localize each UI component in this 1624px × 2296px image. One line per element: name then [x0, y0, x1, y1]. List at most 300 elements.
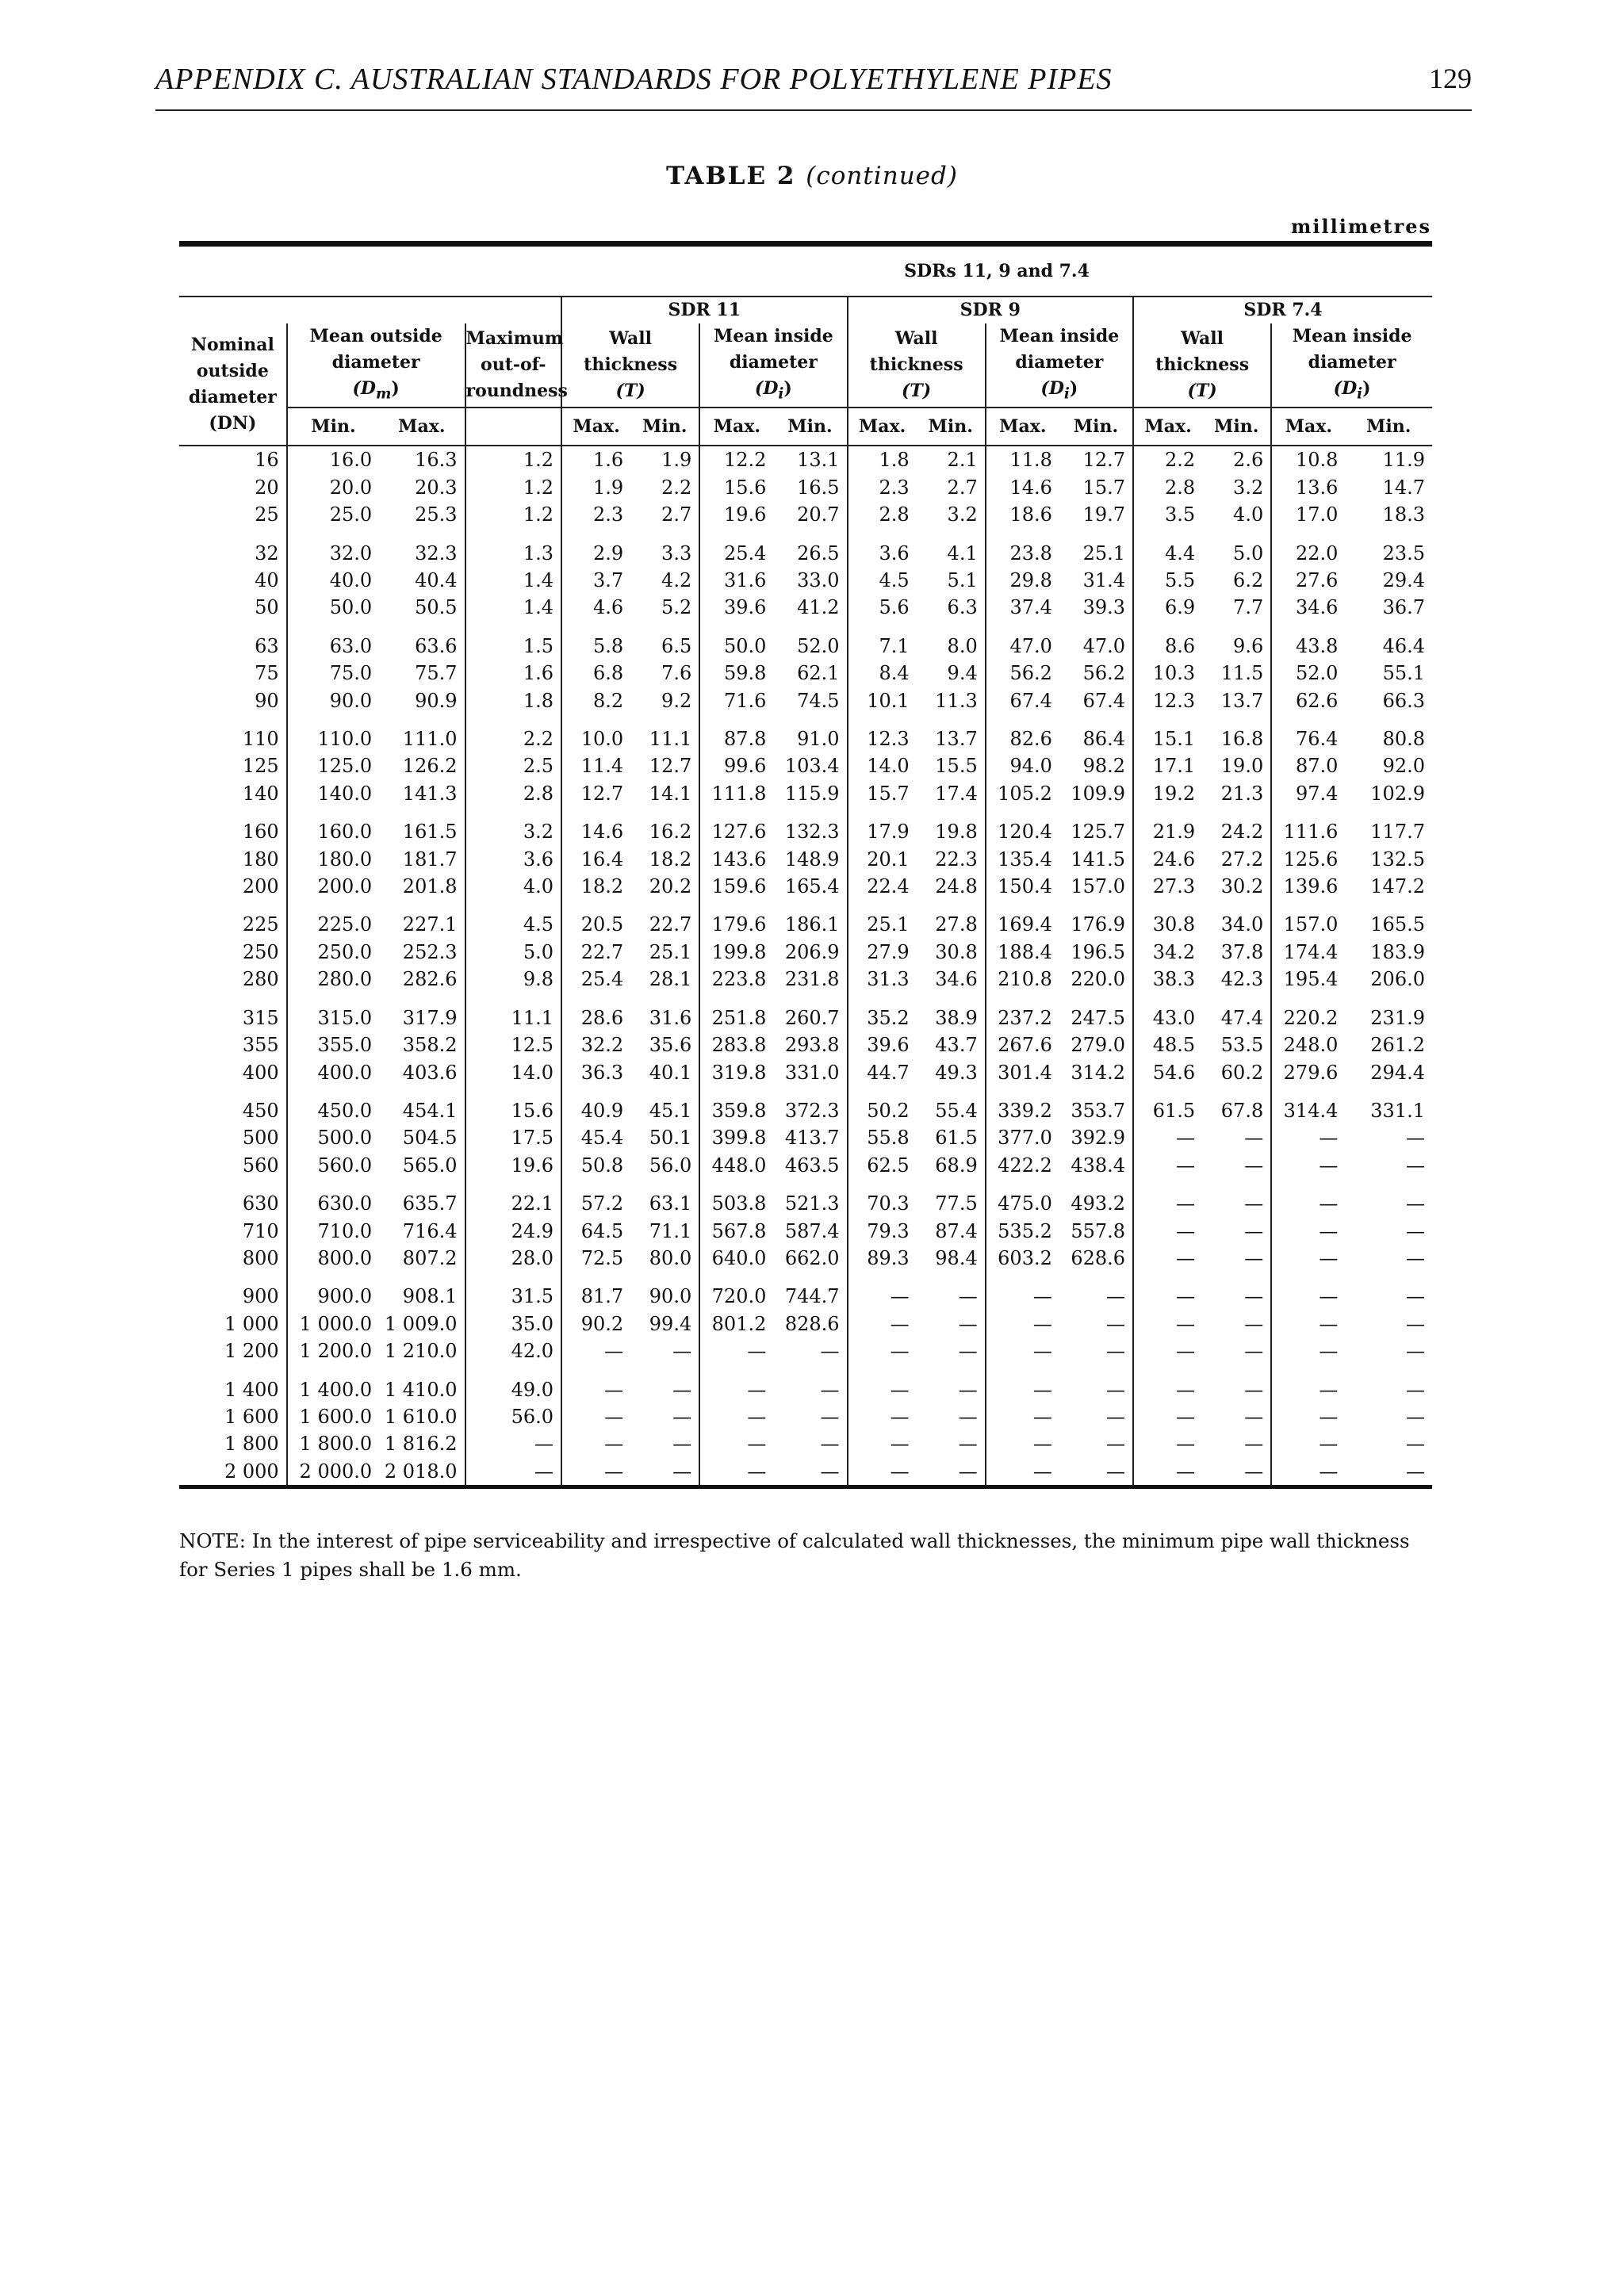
- table-cell: 30.8: [935, 940, 978, 963]
- table-cell: 4.0: [465, 873, 562, 900]
- table-cell: 90.0: [649, 1285, 692, 1308]
- table-cell: 908.1: [402, 1285, 458, 1308]
- table-cell: 294.4: [1370, 1061, 1425, 1084]
- nominal-diameter-cell: 315: [242, 1006, 279, 1029]
- nominal-diameter-cell: 1 000: [224, 1312, 279, 1335]
- table-row: [179, 1365, 1432, 1403]
- table-cell: 225.0: [287, 900, 379, 938]
- table-cell: 157.0: [1071, 875, 1126, 898]
- table-cell: —: [986, 1337, 1059, 1364]
- min-max-header-cell: Max.: [379, 408, 465, 446]
- table-cell: 14.1: [649, 782, 692, 805]
- table-row: [179, 1086, 1432, 1124]
- table-cell: 19.0: [1220, 755, 1264, 778]
- table-cell: 141.3: [402, 782, 458, 805]
- table-cell: 448.0: [699, 1152, 773, 1179]
- table-cell: —: [1133, 1430, 1202, 1457]
- nominal-diameter-cell: 125: [242, 755, 279, 778]
- table-cell: 800.0: [287, 1245, 379, 1272]
- table-cell: —: [1133, 1365, 1202, 1403]
- table-cell: 188.4: [986, 939, 1059, 966]
- table-title-suffix: (continued): [806, 162, 958, 190]
- table-cell: 91.0: [797, 728, 840, 751]
- table-cell: 62.5: [848, 1152, 917, 1179]
- table-cell: 30.2: [1220, 875, 1264, 898]
- table-cell: —: [561, 1430, 630, 1457]
- table-cell: 1 600.0: [287, 1403, 379, 1430]
- table-cell: 36.3: [561, 1059, 630, 1086]
- table-cell: 2.8: [1133, 474, 1202, 501]
- table-cell: 314.2: [1071, 1061, 1126, 1084]
- table-cell: 36.7: [1382, 596, 1425, 619]
- table-cell: 16.5: [797, 476, 840, 499]
- min-max-header-cell: Max.: [848, 408, 917, 446]
- table-cell: 463.5: [784, 1154, 840, 1177]
- table-cell: —: [561, 1403, 630, 1430]
- table-row: [179, 1403, 1432, 1430]
- table-cell: —: [672, 1340, 692, 1363]
- table-cell: 34.6: [1271, 594, 1345, 621]
- table-cell: 80.8: [1382, 728, 1425, 751]
- table-cell: 3.7: [561, 567, 630, 594]
- table-cell: 807.2: [402, 1246, 458, 1269]
- table-note: NOTE: In the interest of pipe serviceability and irrespective of calculated wall thicknesses, the minimum pipe wall thickness for Series 1 pipes shall be 1.6 mm.: [179, 1529, 1410, 1581]
- table-cell: —: [672, 1378, 692, 1401]
- nominal-diameter-cell: 40: [255, 569, 279, 592]
- table-cell: 24.8: [935, 875, 978, 898]
- table-row: [179, 1124, 1432, 1151]
- table-row: [179, 1031, 1432, 1058]
- table-cell: 11.1: [649, 728, 692, 751]
- table-cell: —: [1244, 1127, 1264, 1150]
- table-cell: 15.6: [465, 1086, 562, 1124]
- table-cell: 3.6: [465, 846, 562, 873]
- table-cell: 535.2: [986, 1218, 1059, 1245]
- table-row: [179, 1337, 1432, 1364]
- table-cell: 82.6: [986, 714, 1059, 752]
- table-cell: 339.2: [986, 1086, 1059, 1124]
- table-row: [179, 966, 1432, 993]
- table-cell: —: [1244, 1285, 1264, 1308]
- table-cell: 11.5: [1220, 662, 1264, 685]
- table-cell: —: [820, 1405, 840, 1428]
- table-cell: 22.7: [649, 913, 692, 936]
- min-max-header-cell: Min.: [1202, 408, 1271, 446]
- table-cell: —: [1106, 1285, 1126, 1308]
- table-cell: —: [1406, 1405, 1425, 1428]
- table-cell: 70.3: [848, 1179, 917, 1217]
- table-cell: 14.6: [986, 474, 1059, 501]
- table-cell: 1.8: [848, 446, 917, 473]
- table-cell: 32.0: [287, 529, 379, 567]
- table-cell: 150.4: [986, 873, 1059, 900]
- table-cell: 248.0: [1271, 1031, 1345, 1058]
- table-cell: 102.9: [1370, 782, 1425, 805]
- table-cell: 87.0: [1271, 752, 1345, 779]
- table-cell: 49.3: [935, 1061, 978, 1084]
- table-cell: 23.8: [986, 529, 1059, 567]
- table-cell: 34.0: [1220, 913, 1264, 936]
- table-cell: 74.5: [797, 689, 840, 712]
- table-cell: 227.1: [402, 913, 458, 936]
- table-cell: 11.3: [935, 689, 978, 712]
- table-cell: —: [1406, 1378, 1425, 1401]
- table-cell: 32.2: [561, 1031, 630, 1058]
- table-cell: 11.9: [1382, 449, 1425, 472]
- nominal-diameter-cell: 710: [242, 1219, 279, 1242]
- table-cell: 358.2: [402, 1034, 458, 1057]
- table-cell: 422.2: [986, 1152, 1059, 1179]
- out-of-roundness-header: Maximum out-of- roundness: [465, 323, 562, 408]
- table-cell: 120.4: [986, 807, 1059, 845]
- table-cell: 19.6: [465, 1152, 562, 1179]
- table-cell: 640.0: [699, 1245, 773, 1272]
- table-row: [179, 1458, 1432, 1487]
- nominal-diameter-cell: 225: [242, 913, 279, 936]
- table-cell: 180.0: [287, 846, 379, 873]
- min-max-header-cell: Min.: [630, 408, 699, 446]
- table-cell: 3.6: [848, 529, 917, 567]
- table-cell: 2 000.0: [287, 1458, 379, 1487]
- nominal-diameter-cell: 75: [255, 662, 279, 685]
- table-cell: 2 018.0: [379, 1458, 465, 1487]
- table-cell: —: [1406, 1312, 1425, 1335]
- table-cell: 63.1: [649, 1192, 692, 1215]
- table-cell: 8.2: [561, 687, 630, 714]
- table-cell: 17.9: [848, 807, 917, 845]
- table-cell: 19.8: [935, 821, 978, 844]
- table-cell: 282.6: [402, 968, 458, 991]
- table-cell: 1 200.0: [287, 1337, 379, 1364]
- table-cell: —: [820, 1340, 840, 1363]
- table-cell: 55.4: [935, 1099, 978, 1122]
- table-cell: 710.0: [287, 1218, 379, 1245]
- table-cell: —: [986, 1458, 1059, 1487]
- table-cell: 237.2: [986, 993, 1059, 1031]
- table-cell: 1 210.0: [384, 1340, 458, 1363]
- table-cell: —: [561, 1365, 630, 1403]
- min-max-header-cell: Max.: [699, 408, 773, 446]
- table-cell: 105.2: [986, 780, 1059, 807]
- table-cell: 40.0: [287, 567, 379, 594]
- table-cell: 80.0: [649, 1246, 692, 1269]
- table-cell: 60.2: [1220, 1061, 1264, 1084]
- table-cell: —: [699, 1430, 773, 1457]
- page-number: 129: [1429, 63, 1472, 94]
- table-cell: 9.8: [465, 966, 562, 993]
- sdr7-4-mean-inside-diameter-header: Mean inside diameter $(D_i)$: [1271, 323, 1432, 408]
- table-cell: 18.2: [649, 848, 692, 871]
- table-cell: 19.2: [1133, 780, 1202, 807]
- min-max-header-cell: Max.: [1271, 408, 1345, 446]
- table-cell: —: [1271, 1124, 1345, 1151]
- table-cell: 27.3: [1133, 873, 1202, 900]
- table-cell: 92.0: [1382, 755, 1425, 778]
- min-max-header-cell: Max.: [986, 408, 1059, 446]
- min-max-header-cell: Min.: [1059, 408, 1133, 446]
- table-cell: 20.2: [649, 875, 692, 898]
- table-cell: 206.0: [1370, 968, 1425, 991]
- table-cell: 56.2: [1082, 662, 1126, 685]
- table-cell: 9.6: [1233, 634, 1264, 657]
- nominal-diameter-cell: 280: [242, 968, 279, 991]
- table-cell: 438.4: [1071, 1154, 1126, 1177]
- table-cell: —: [1271, 1458, 1345, 1487]
- table-cell: 900.0: [287, 1272, 379, 1310]
- table-cell: 45.4: [561, 1124, 630, 1151]
- table-cell: —: [1106, 1340, 1126, 1363]
- table-cell: 15.7: [848, 780, 917, 807]
- table-cell: 635.7: [402, 1192, 458, 1215]
- table-cell: 27.8: [935, 913, 978, 936]
- table-row: [179, 501, 1432, 528]
- table-cell: 62.6: [1271, 687, 1345, 714]
- table-cell: 52.0: [797, 634, 840, 657]
- table-cell: 16.8: [1220, 728, 1264, 751]
- table-cell: 5.0: [1233, 541, 1264, 564]
- table-cell: 13.7: [935, 728, 978, 751]
- nominal-diameter-cell: 1 800: [224, 1433, 279, 1456]
- nominal-diameter-cell: 630: [242, 1192, 279, 1215]
- table-cell: 28.6: [561, 993, 630, 1031]
- table-cell: 98.2: [1082, 755, 1126, 778]
- table-cell: —: [1133, 1245, 1202, 1272]
- table-cell: 43.7: [935, 1034, 978, 1057]
- table-cell: —: [958, 1312, 978, 1335]
- table-cell: 16.4: [561, 846, 630, 873]
- table-cell: 220.0: [1071, 968, 1126, 991]
- table-cell: 662.0: [784, 1246, 840, 1269]
- table-cell: 125.0: [287, 752, 379, 779]
- table-cell: 11.1: [465, 993, 562, 1031]
- table-cell: 2.2: [661, 476, 692, 499]
- min-max-header-row: [179, 408, 1432, 446]
- table-cell: 75.0: [287, 660, 379, 687]
- table-cell: 250.0: [287, 939, 379, 966]
- table-cell: 18.2: [561, 873, 630, 900]
- table-cell: —: [1244, 1312, 1264, 1335]
- table-cell: 14.0: [465, 1059, 562, 1086]
- table-cell: 125.6: [1271, 846, 1345, 873]
- table-cell: 18.6: [986, 501, 1059, 528]
- table-cell: 1 400.0: [287, 1365, 379, 1403]
- table-cell: —: [630, 1458, 699, 1487]
- table-cell: —: [699, 1337, 773, 1364]
- table-cell: —: [1271, 1218, 1345, 1245]
- table-cell: 55.1: [1382, 662, 1425, 685]
- table-cell: 13.7: [1220, 689, 1264, 712]
- table-cell: 45.1: [649, 1099, 692, 1122]
- table-cell: 56.2: [986, 660, 1059, 687]
- table-cell: 223.8: [699, 966, 773, 993]
- table-cell: 34.2: [1133, 939, 1202, 966]
- table-cell: 3.3: [661, 541, 692, 564]
- table-cell: 20.7: [797, 503, 840, 526]
- table-cell: —: [561, 1458, 630, 1487]
- table-cell: —: [1106, 1405, 1126, 1428]
- table-cell: —: [672, 1405, 692, 1428]
- table-cell: 12.3: [1133, 687, 1202, 714]
- table-cell: 62.1: [797, 662, 840, 685]
- table-cell: 3.2: [465, 807, 562, 845]
- table-cell: 132.3: [784, 821, 840, 844]
- table-cell: 117.7: [1370, 821, 1425, 844]
- table-body: [179, 446, 1432, 1487]
- nominal-diameter-cell: 63: [255, 634, 279, 657]
- table-cell: 43.8: [1271, 622, 1345, 660]
- table-cell: —: [1271, 1272, 1345, 1310]
- table-cell: 174.4: [1271, 939, 1345, 966]
- table-cell: 1.9: [661, 449, 692, 472]
- table-title-label: TABLE 2: [666, 162, 796, 190]
- table-cell: —: [820, 1433, 840, 1456]
- min-max-header-cell: Max.: [561, 408, 630, 446]
- table-cell: —: [1406, 1246, 1425, 1269]
- table-row: [179, 1218, 1432, 1245]
- table-cell: 1.8: [465, 687, 562, 714]
- table-cell: 61.5: [1133, 1086, 1202, 1124]
- table-cell: —: [1271, 1365, 1345, 1403]
- table-cell: 5.0: [465, 939, 562, 966]
- table-cell: 283.8: [699, 1031, 773, 1058]
- table-cell: 372.3: [784, 1099, 840, 1122]
- table-cell: 141.5: [1071, 848, 1126, 871]
- table-cell: —: [1133, 1458, 1202, 1487]
- table-cell: 2.3: [561, 501, 630, 528]
- table-cell: 403.6: [402, 1061, 458, 1084]
- table-cell: 628.6: [1071, 1246, 1126, 1269]
- table-cell: —: [1406, 1154, 1425, 1177]
- table-cell: 15.1: [1133, 714, 1202, 752]
- table-cell: 6.5: [661, 634, 692, 657]
- table-cell: 195.4: [1271, 966, 1345, 993]
- table-cell: 17.0: [1271, 501, 1345, 528]
- table-cell: 135.4: [986, 846, 1059, 873]
- table-cell: 38.9: [935, 1006, 978, 1029]
- table-cell: 40.4: [415, 569, 458, 592]
- table-cell: 1.3: [465, 529, 562, 567]
- table-cell: 331.1: [1370, 1099, 1425, 1122]
- nominal-diameter-cell: 20: [255, 476, 279, 499]
- table-cell: 331.0: [784, 1061, 840, 1084]
- table-cell: 50.5: [415, 596, 458, 619]
- table-cell: 7.6: [661, 662, 692, 685]
- table-cell: 22.3: [935, 848, 978, 871]
- table-cell: 81.7: [561, 1272, 630, 1310]
- table-cell: —: [465, 1458, 562, 1487]
- table-cell: 28.0: [465, 1245, 562, 1272]
- table-cell: 450.0: [287, 1086, 379, 1124]
- table-cell: 13.6: [1271, 474, 1345, 501]
- table-row: [179, 446, 1432, 473]
- table-cell: 720.0: [699, 1272, 773, 1310]
- table-cell: —: [1133, 1403, 1202, 1430]
- table-cell: 24.6: [1133, 846, 1202, 873]
- table-cell: —: [1271, 1403, 1345, 1430]
- table-cell: 37.8: [1220, 940, 1264, 963]
- table-cell: 165.4: [784, 875, 840, 898]
- table-cell: —: [1106, 1378, 1126, 1401]
- table-row: [179, 474, 1432, 501]
- nominal-diameter-cell: 250: [242, 940, 279, 963]
- table-cell: 1.2: [465, 474, 562, 501]
- table-cell: 521.3: [784, 1192, 840, 1215]
- table-row: [179, 939, 1432, 966]
- table-cell: 39.6: [848, 1031, 917, 1058]
- table-cell: 10.1: [848, 687, 917, 714]
- table-cell: 1.2: [465, 501, 562, 528]
- nominal-diameter-cell: 90: [255, 689, 279, 712]
- table-cell: 159.6: [699, 873, 773, 900]
- table-cell: 25.0: [287, 501, 379, 528]
- table-cell: —: [1271, 1179, 1345, 1217]
- table-cell: —: [1244, 1433, 1264, 1456]
- table-cell: 19.7: [1082, 503, 1126, 526]
- table-cell: 716.4: [402, 1219, 458, 1242]
- table-cell: 392.9: [1071, 1127, 1126, 1150]
- table-cell: —: [1244, 1246, 1264, 1269]
- table-cell: 5.1: [947, 569, 978, 592]
- table-row: [179, 1179, 1432, 1217]
- table-cell: 94.0: [986, 752, 1059, 779]
- table-cell: 97.4: [1271, 780, 1345, 807]
- table-cell: —: [986, 1272, 1059, 1310]
- running-head: [155, 62, 1472, 111]
- table-cell: 1.4: [465, 594, 562, 621]
- min-max-header-cell: Min.: [773, 408, 847, 446]
- table-cell: 22.7: [561, 939, 630, 966]
- table-cell: 279.0: [1071, 1034, 1126, 1057]
- table-cell: 140.0: [287, 780, 379, 807]
- table-cell: 165.5: [1370, 913, 1425, 936]
- table-cell: —: [986, 1365, 1059, 1403]
- table-cell: 176.9: [1071, 913, 1126, 936]
- table-row: [179, 660, 1432, 687]
- nominal-diameter-cell: 25: [255, 503, 279, 526]
- table-cell: —: [1244, 1219, 1264, 1242]
- table-cell: 31.5: [465, 1272, 562, 1310]
- table-cell: 1.2: [465, 446, 562, 473]
- table-cell: 301.4: [986, 1059, 1059, 1086]
- table-cell: 37.4: [986, 594, 1059, 621]
- table-cell: 98.4: [935, 1246, 978, 1269]
- mean-outside-diameter-header: Mean outside diameter $(D_m)$: [287, 323, 465, 408]
- table-cell: 90.0: [287, 687, 379, 714]
- table-cell: 319.8: [699, 1059, 773, 1086]
- table-cell: —: [1106, 1433, 1126, 1456]
- table-cell: 41.2: [797, 596, 840, 619]
- table-cell: —: [848, 1272, 917, 1310]
- table-cell: 115.9: [784, 782, 840, 805]
- table-cell: 567.8: [699, 1218, 773, 1245]
- table-cell: —: [1406, 1340, 1425, 1363]
- table-cell: 29.8: [986, 567, 1059, 594]
- table-cell: 587.4: [784, 1219, 840, 1242]
- table-cell: —: [1133, 1124, 1202, 1151]
- table-cell: —: [1106, 1312, 1126, 1335]
- table-cell: —: [1271, 1311, 1345, 1337]
- table-cell: 161.5: [402, 821, 458, 844]
- table-row: [179, 529, 1432, 567]
- table-cell: 220.2: [1271, 993, 1345, 1031]
- table-cell: 11.8: [986, 446, 1059, 473]
- table-cell: 399.8: [699, 1124, 773, 1151]
- table-cell: 3.2: [1233, 476, 1264, 499]
- table-cell: 31.3: [848, 966, 917, 993]
- table-cell: 169.4: [986, 900, 1059, 938]
- table-cell: 125.7: [1071, 821, 1126, 844]
- nominal-diameter-cell: 1 400: [224, 1378, 279, 1401]
